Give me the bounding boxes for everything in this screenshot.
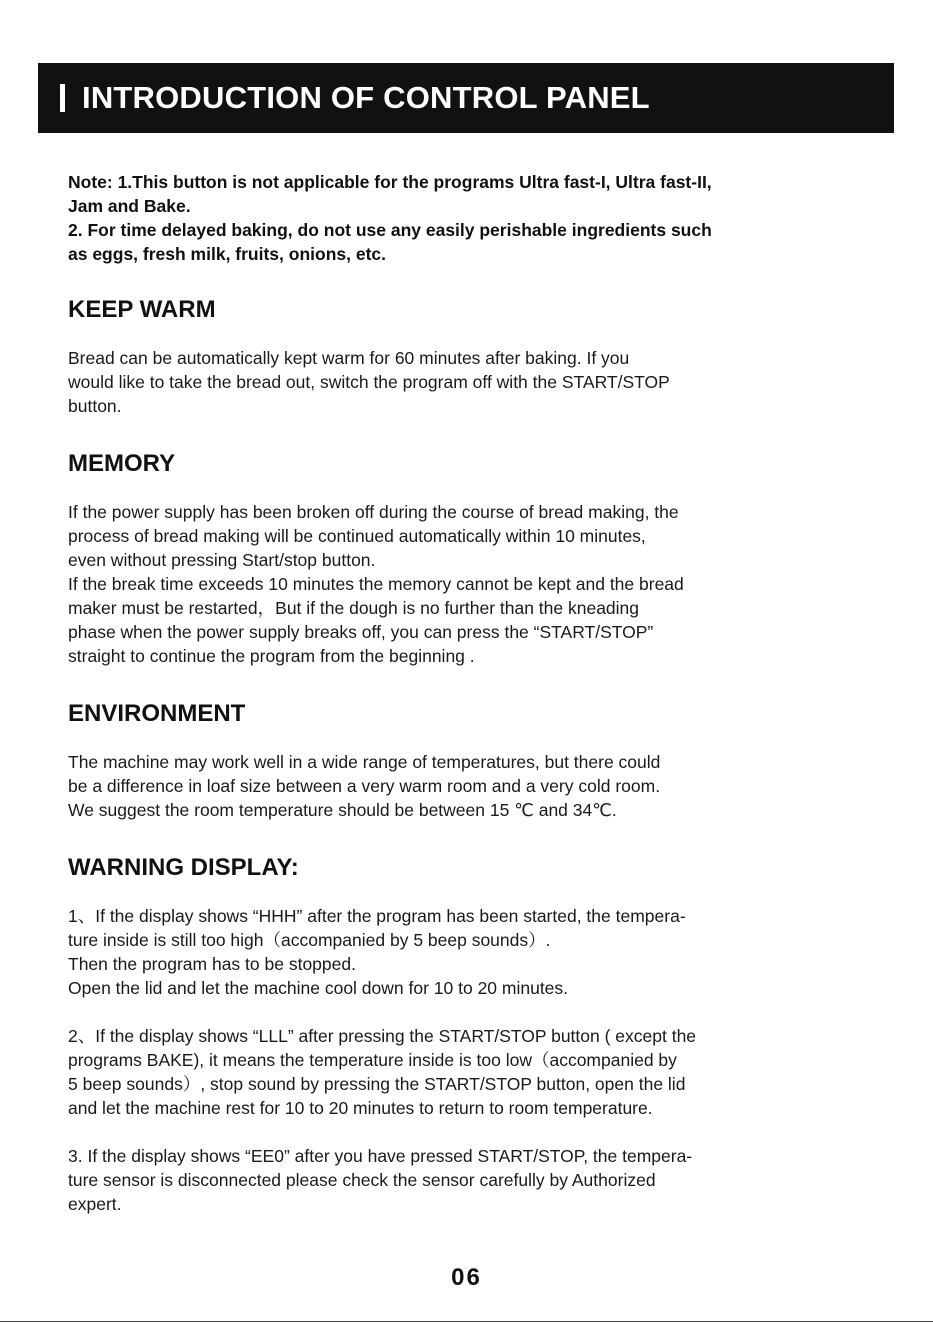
- header-accent-bar: [60, 84, 65, 112]
- body-line: The machine may work well in a wide range of temperatures, but there could: [68, 752, 661, 772]
- body-line: If the power supply has been broken off during the course of bread making, the: [68, 502, 679, 522]
- body-line: be a difference in loaf size between a very warm room and a very cold room.: [68, 776, 661, 796]
- body-line: maker must be restarted，But if the dough is no further than the kneading: [68, 598, 640, 618]
- body-line: If the break time exceeds 10 minutes the memory cannot be kept and the bread: [68, 574, 684, 594]
- warning-item-2-line: 2、If the display shows “LLL” after pressing the START/STOP button ( except the: [68, 1026, 697, 1046]
- bottom-divider: [0, 1321, 933, 1322]
- keep-warm-section: [68, 295, 868, 418]
- note-line: 2. For time delayed baking, do not use any easily perishable ingredients such: [68, 220, 712, 240]
- body-line: even without pressing Start/stop button.: [68, 550, 376, 570]
- environment-section: [68, 699, 868, 822]
- keep-warm-heading: KEEP WARM: [68, 296, 216, 323]
- warning-item-1-line: ture inside is still too high（accompanied by 5 beep sounds）.: [68, 930, 551, 950]
- body-line: We suggest the room temperature should be between 15 ℃ and 34℃.: [68, 800, 617, 820]
- page-number: 06: [451, 1264, 482, 1291]
- environment-body: [68, 750, 868, 822]
- page-title: INTRODUCTION OF CONTROL PANEL: [82, 80, 650, 115]
- note-line: as eggs, fresh milk, fruits, onions, etc.: [68, 244, 386, 264]
- warning-item-2-line: and let the machine rest for 10 to 20 minutes to return to room temperature.: [68, 1098, 653, 1118]
- body-line: button.: [68, 396, 122, 416]
- warning-display-section: [68, 853, 868, 1216]
- warning-item-1-line: Then the program has to be stopped.: [68, 954, 356, 974]
- warning-item-2-line: programs BAKE), it means the temperature inside is too low（accompanied by: [68, 1050, 677, 1070]
- warning-item-3-line: ture sensor is disconnected please check the sensor carefully by Authorized: [68, 1170, 656, 1190]
- warning-item-2-line: 5 beep sounds）, stop sound by pressing the START/STOP button, open the lid: [68, 1074, 686, 1094]
- memory-body: [68, 500, 868, 668]
- warning-display-heading: WARNING DISPLAY:: [68, 854, 299, 881]
- note-line: Note: 1.This button is not applicable for the programs Ultra fast-I, Ultra fast-II,: [68, 172, 712, 192]
- warning-item-3-line: expert.: [68, 1194, 122, 1214]
- body-line: Bread can be automatically kept warm for 60 minutes after baking. If you: [68, 348, 630, 368]
- body-line: phase when the power supply breaks off, you can press the “START/STOP”: [68, 622, 654, 642]
- warning-item-3-line: 3. If the display shows “EE0” after you have pressed START/STOP, the tempera-: [68, 1146, 693, 1166]
- body-line: straight to continue the program from the beginning .: [68, 646, 475, 666]
- memory-heading: MEMORY: [68, 450, 176, 477]
- body-line: process of bread making will be continued automatically within 10 minutes,: [68, 526, 646, 546]
- page-content: [68, 170, 868, 1216]
- memory-section: [68, 449, 868, 668]
- paragraph-gap: [68, 1000, 868, 1024]
- body-line: would like to take the bread out, switch the program off with the START/STOP: [68, 372, 670, 392]
- warning-item-1-line: 1、If the display shows “HHH” after the program has been started, the tempera-: [68, 906, 686, 926]
- note-block: [68, 170, 868, 266]
- note-line: Jam and Bake.: [68, 196, 191, 216]
- environment-heading: ENVIRONMENT: [68, 700, 246, 727]
- keep-warm-body: [68, 346, 868, 418]
- warning-item-1-line: Open the lid and let the machine cool down for 10 to 20 minutes.: [68, 978, 569, 998]
- warning-display-body: [68, 904, 868, 1216]
- section-header: [38, 63, 894, 133]
- paragraph-gap: [68, 1120, 868, 1144]
